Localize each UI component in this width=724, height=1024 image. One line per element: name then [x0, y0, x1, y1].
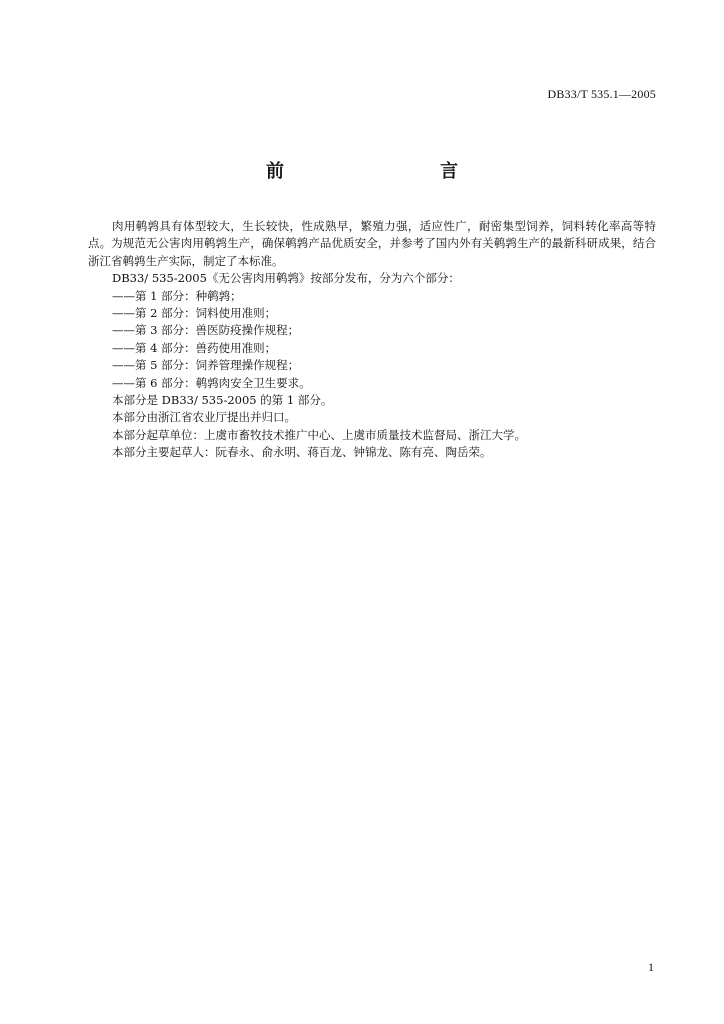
intro-paragraph: 肉用鹌鹑具有体型较大，生长较快，性成熟早，繁殖力强，适应性广，耐密集型饲养，饲料转化率高等特点。为规范无公害肉用鹌鹑生产，确保鹌鹑产品优质安全，并参考了国内外有关鹌鹑生产的最新科研成果，结合浙江省鹌鹑生产实际，制定了本标准。	[88, 219, 656, 268]
statement-drafters: 本部分主要起草人：阮春永、俞永明、蒋百龙、钟锦龙、陈有亮、陶岳荣。	[112, 445, 492, 460]
release-note: DB33/ 535-2005《无公害肉用鹌鹑》按部分发布，分为六个部分：	[112, 271, 460, 286]
statement-drafting-units: 本部分起草单位：上虞市畜牧技术推广中心、上虞市质量技术监督局、浙江大学。	[112, 427, 526, 442]
part-item-5: ——第 5 部分：饲养管理操作规程；	[112, 358, 300, 373]
part-item-4: ——第 4 部分：兽药使用准则；	[112, 340, 277, 355]
standard-code: DB33/T 535.1—2005	[547, 87, 656, 101]
page-number: 1	[648, 960, 654, 974]
part-item-2: ——第 2 部分：饲料使用准则；	[112, 306, 277, 321]
page-title: 前 言	[266, 161, 498, 182]
foreword-body	[88, 218, 656, 462]
statement-proposer: 本部分由浙江省农业厅提出并归口。	[112, 410, 296, 425]
part-item-6: ——第 6 部分：鹌鹑肉安全卫生要求。	[112, 375, 311, 390]
part-item-1: ——第 1 部分：种鹌鹑；	[112, 288, 242, 303]
part-item-3: ——第 3 部分：兽医防疫操作规程；	[112, 323, 300, 338]
statement-part-number: 本部分是 DB33/ 535-2005 的第 1 部分。	[112, 393, 333, 408]
